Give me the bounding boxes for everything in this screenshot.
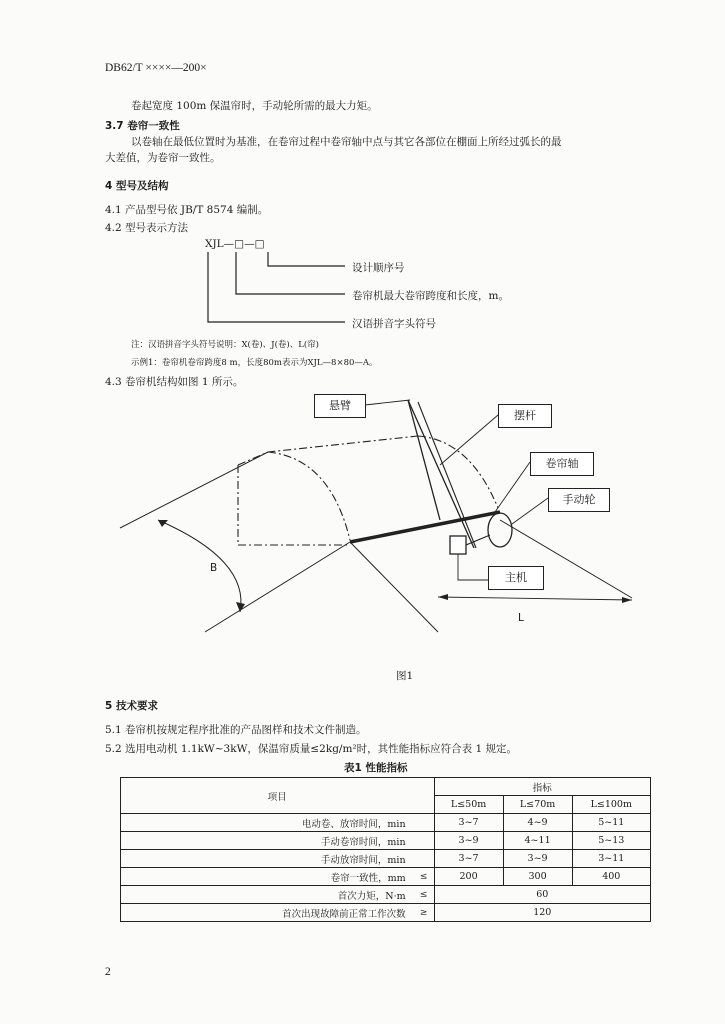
label-main-unit: 主机 (488, 566, 544, 590)
row-item: 首次出现故障前正常工作次数 (121, 904, 414, 922)
boom-line-b (408, 400, 474, 548)
table-row (121, 832, 651, 850)
cell: 4~11 (503, 832, 572, 850)
doc-year: —200× (171, 62, 207, 74)
angle-b-arc (158, 520, 241, 612)
table-row (121, 868, 651, 886)
row-sym (414, 814, 435, 832)
legend-pinyin: 汉语拼音字头符号 (352, 318, 436, 330)
label-angle-b: B (210, 562, 218, 574)
dimension-l (438, 597, 632, 600)
section-4-1: 4.1 产品型号依 JB/T 8574 编制。 (105, 204, 269, 216)
ground-line-left (120, 452, 268, 528)
cell: 200 (434, 868, 503, 886)
section-4-title: 4 型号及结构 (105, 180, 169, 192)
swing-arc (418, 436, 498, 508)
cell: 5~13 (572, 832, 650, 850)
label-swing-arm: 摆杆 (498, 404, 552, 428)
performance-table (120, 777, 651, 922)
figure-caption: 图1 (396, 670, 414, 682)
prev-line: 卷起宽度 100m 保温帘时，手动轮所需的最大力矩。 (131, 100, 378, 112)
main-unit-shape (450, 536, 466, 554)
row-item: 卷帘一致性，mm (121, 868, 414, 886)
subheader-100: L≤100m (572, 796, 650, 814)
greenhouse-arch (268, 452, 350, 540)
table-row (121, 904, 651, 922)
hand-wheel-shape (488, 513, 512, 547)
cell: 3~7 (434, 850, 503, 868)
section-4-3: 4.3 卷帘机结构如图 1 所示。 (105, 376, 244, 388)
cell-merged: 60 (434, 886, 650, 904)
label-boom: 悬臂 (314, 394, 366, 418)
table-row (121, 814, 651, 832)
table-caption: 表1 性能指标 (344, 762, 408, 774)
label-length-l: L (518, 612, 524, 624)
col-item-header: 项目 (121, 778, 435, 814)
section-5-title: 5 技术要求 (105, 700, 158, 712)
row-item: 手动放帘时间，min (121, 850, 414, 868)
section-3-7-line2: 大差值，为卷帘一致性。 (105, 152, 221, 164)
slope-line-right (350, 542, 438, 632)
standard-code: DB62/T (105, 62, 143, 74)
table-row (121, 850, 651, 868)
subheader-50: L≤50m (434, 796, 503, 814)
cell: 5~11 (572, 814, 650, 832)
note-pinyin: 注：汉语拼音字头符号说明：X(卷)、J(卷)、L(帘) (131, 340, 320, 350)
row-item: 首次力矩，N·m (121, 886, 414, 904)
example-1: 示例1：卷帘机卷帘跨度8 m，长度80m表示为XJL—8×80—A。 (131, 358, 378, 368)
row-sym (414, 832, 435, 850)
section-5-1: 5.1 卷帘机按规定程序批准的产品图样和技术文件制造。 (105, 724, 367, 736)
cell-merged: 120 (434, 904, 650, 922)
col-indicator-header: 指标 (434, 778, 650, 796)
row-sym: ≥ (414, 904, 435, 922)
row-item: 手动卷帘时间，min (121, 832, 414, 850)
cell: 300 (503, 868, 572, 886)
page-number: 2 (105, 966, 111, 978)
cell: 3~11 (572, 850, 650, 868)
legend-span-length: 卷帘机最大卷帘跨度和长度，m。 (352, 290, 509, 302)
slope-line-lower (205, 542, 350, 632)
cell: 3~7 (434, 814, 503, 832)
cell: 3~9 (503, 850, 572, 868)
row-sym: ≤ (414, 886, 435, 904)
cell: 400 (572, 868, 650, 886)
section-3-7-title: 3.7 卷帘一致性 (105, 120, 180, 132)
row-sym (414, 850, 435, 868)
table-row (121, 886, 651, 904)
table-header-row (121, 778, 651, 796)
row-item: 电动卷、放帘时间，min (121, 814, 414, 832)
cell: 3~9 (434, 832, 503, 850)
section-4-2: 4.2 型号表示方法 (105, 222, 189, 234)
greenhouse-outline (238, 465, 350, 545)
cell: 4~9 (503, 814, 572, 832)
doc-number: ×××× (145, 62, 172, 74)
roller-shaft (350, 512, 500, 542)
model-code: XJL—□—□ (205, 238, 265, 250)
label-roller-shaft: 卷帘轴 (530, 452, 594, 476)
section-3-7-line1: 以卷轴在最低位置时为基准，在卷帘过程中卷帘轴中点与其它各部位在棚面上所经过弧长的最 (131, 136, 562, 148)
row-sym: ≤ (414, 868, 435, 886)
subheader-70: L≤70m (503, 796, 572, 814)
section-5-2: 5.2 选用电动机 1.1kW~3kW，保温帘质量≤2kg/m²时，其性能指标应符合表 1 规定。 (105, 743, 517, 755)
legend-design-seq: 设计顺序号 (352, 262, 405, 274)
label-hand-wheel: 手动轮 (548, 488, 610, 512)
